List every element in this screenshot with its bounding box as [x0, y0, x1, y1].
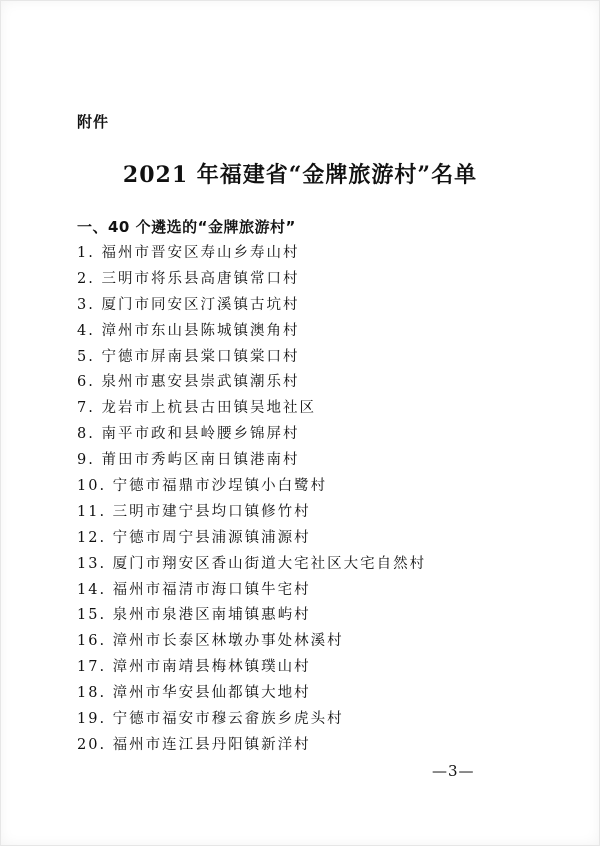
list-item: 6. 泉州市惠安县崇武镇潮乐村: [77, 374, 300, 391]
list-item: 3. 厦门市同安区汀溪镇古坑村: [77, 296, 300, 313]
list-item: 15. 泉州市泉港区南埔镇惠屿村: [77, 607, 311, 624]
list-item: 9. 莆田市秀屿区南日镇港南村: [77, 452, 300, 469]
list-item: 13. 厦门市翔安区香山街道大宅社区大宅自然村: [77, 555, 427, 572]
list-item: 1. 福州市晋安区寿山乡寿山村: [77, 245, 300, 261]
list-item: 18. 漳州市华安县仙都镇大地村: [77, 685, 311, 702]
list-item: 14. 福州市福清市海口镇牛宅村: [77, 581, 311, 598]
list-item: 20. 福州市连江县丹阳镇新洋村: [77, 736, 311, 753]
page-number: —3—: [432, 762, 475, 780]
list-item: 12. 宁德市周宁县浦源镇浦源村: [77, 529, 311, 546]
list-item: 5. 宁德市屏南县棠口镇棠口村: [77, 348, 300, 365]
list-item: 7. 龙岩市上杭县古田镇吴地社区: [77, 400, 316, 417]
list-item: 19. 宁德市福安市穆云畲族乡虎头村: [77, 711, 344, 728]
list-item: 16. 漳州市长泰区林墩办事处林溪村: [77, 633, 344, 650]
village-list: [77, 241, 426, 759]
list-item: 10. 宁德市福鼎市沙埕镇小白鹭村: [77, 478, 328, 495]
list-item: 17. 漳州市南靖县梅林镇璞山村: [77, 659, 311, 676]
list-item: 2. 三明市将乐县高唐镇常口村: [77, 270, 300, 287]
section-heading: 一、40 个遴选的“金牌旅游村”: [77, 218, 296, 236]
attachment-label: 附件: [77, 113, 110, 131]
document-title: 2021 年福建省“金牌旅游村”名单: [122, 162, 478, 188]
list-item: 11. 三明市建宁县均口镇修竹村: [77, 503, 311, 520]
list-item: 4. 漳州市东山县陈城镇澳角村: [77, 322, 300, 339]
list-item: 8. 南平市政和县岭腰乡锦屏村: [77, 426, 300, 443]
